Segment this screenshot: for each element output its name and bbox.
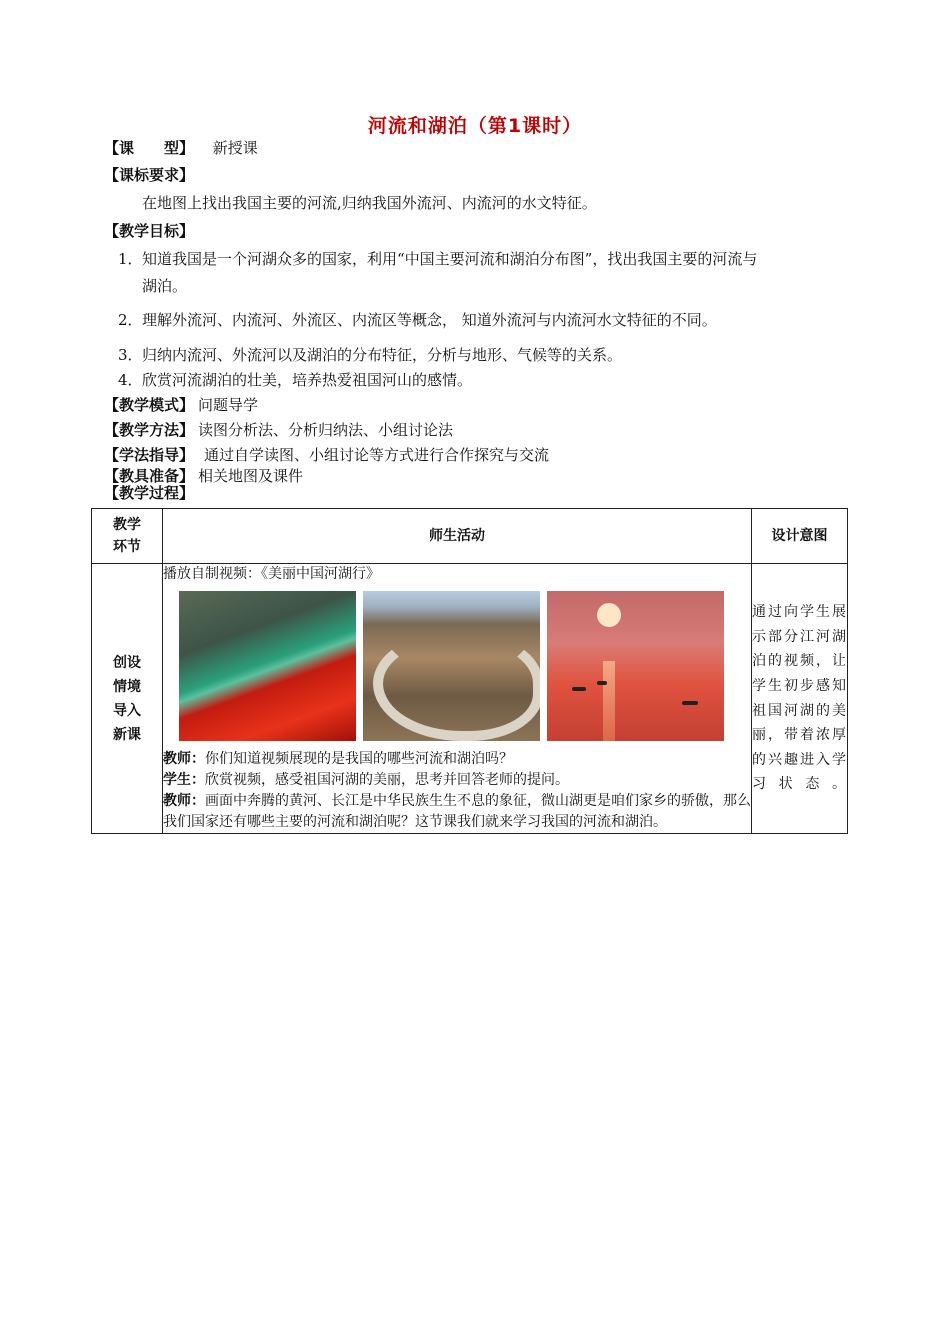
mode-row (104, 395, 258, 415)
stage-line3: 导入 (113, 702, 141, 719)
river-bend-photo (363, 591, 540, 741)
guide-value: 通过自学读图、小组讨论等方式进行合作探究与交流 (204, 446, 550, 464)
goal-4-num: 4． (118, 371, 143, 389)
goal-2-num: 2． (118, 311, 143, 329)
photo-strip (179, 591, 751, 741)
teacher-intro (163, 791, 751, 833)
standard-label: 【课标要求】 (104, 166, 195, 184)
stage-header-line1: 教学 (113, 517, 141, 533)
process-row (104, 483, 194, 503)
goals-label: 【教学目标】 (104, 222, 195, 240)
process-label: 【教学过程】 (104, 484, 195, 502)
stage-header (92, 509, 163, 564)
student-label: 学生： (163, 772, 205, 788)
stage-line2: 情境 (113, 678, 141, 695)
goal-4-line1: 欣赏河流湖泊的壮美，培养热爱祖国河山的感情。 (142, 371, 473, 389)
stage-line1: 创设 (113, 654, 141, 671)
goal-1-line2: 湖泊。 (142, 277, 188, 295)
activity-header: 师生活动 (163, 509, 752, 564)
teacher-label-2: 教师： (163, 793, 205, 809)
intent-cell: 通过向学生展示部分江河湖泊的视频，让学生初步感知祖国河湖的美丽，带着浓厚的兴趣进入学习状态。 (752, 564, 848, 834)
mode-value: 问题导学 (198, 396, 259, 414)
video-line: 播放自制视频：《美丽中国河湖行》 (163, 566, 380, 582)
goal-1-num: 1． (118, 250, 143, 268)
activity-cell (163, 564, 752, 834)
guide-row (104, 445, 549, 465)
teacher-label-1: 教师： (163, 751, 205, 767)
method-row (104, 420, 453, 440)
course-type-row (104, 138, 258, 158)
teacher-question (163, 749, 751, 770)
stage-line4: 新课 (113, 726, 141, 743)
goal-1-line1: 知道我国是一个河湖众多的国家，利用“中国主要河流和湖泊分布图”，找出我国主要的河流与 (142, 250, 758, 268)
tools-label: 【教具准备】 (104, 467, 195, 485)
goal-3-num: 3． (118, 346, 143, 364)
lake-sunset-photo (547, 591, 724, 741)
intent-header: 设计意图 (752, 509, 848, 564)
gorge-red-leaves-photo (179, 591, 356, 741)
goal-2-line1: 理解外流河、内流河、外流区、内流区等概念， 知道外流河与内流河水文特征的不同。 (142, 311, 717, 329)
table-row (92, 564, 848, 834)
teacher-question-text: 你们知道视频展现的是我国的哪些河流和湖泊吗？ (205, 751, 513, 767)
tools-value: 相关地图及课件 (198, 467, 304, 485)
standard-text: 在地图上找出我国主要的河流,归纳我国外流河、内流河的水文特征。 (142, 194, 597, 212)
method-label: 【教学方法】 (104, 421, 195, 439)
table-header-row (92, 509, 848, 564)
guide-label: 【学法指导】 (104, 446, 195, 464)
lesson-plan-table (91, 508, 848, 834)
student-response-text: 欣赏视频，感受祖国河湖的美丽，思考并回答老师的提问。 (205, 772, 569, 788)
stage-cell (92, 564, 163, 834)
course-type-value: 新授课 (212, 139, 258, 157)
stage-header-line2: 环节 (113, 539, 141, 555)
course-type-label: 【课 型】 (104, 139, 195, 157)
goals-label-row (104, 221, 194, 241)
method-value: 读图分析法、分析归纳法、小组讨论法 (198, 421, 454, 439)
teacher-intro-text: 画面中奔腾的黄河、长江是中华民族生生不息的象征，微山湖更是咱们家乡的骄傲，那么我们国家还有哪些主要的河流和湖泊呢？这节课我们就来学习我国的河流和湖泊。 (163, 793, 751, 830)
student-response (163, 770, 751, 791)
page-title: 河流和湖泊（第1课时） (367, 115, 583, 137)
goal-3-line1: 归纳内流河、外流河以及湖泊的分布特征，分析与地形、气候等的关系。 (142, 346, 623, 364)
standard-label-row (104, 165, 194, 185)
mode-label: 【教学模式】 (104, 396, 195, 414)
